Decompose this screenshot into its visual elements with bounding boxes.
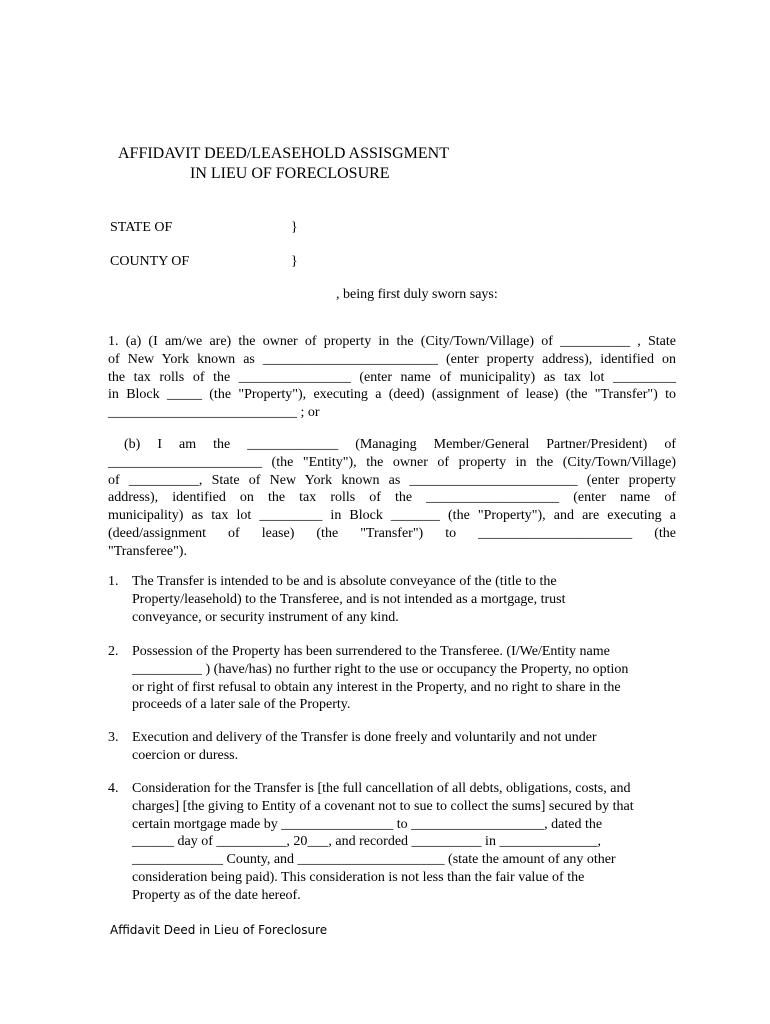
item-line: ______ day of __________, 20___, and recorded __________ in ______________, [132,834,601,850]
item-number: 1. [108,574,119,589]
item-line: Property as of the date hereof. [132,887,301,903]
document-title: AFFIDAVIT DEED/LEASEHOLD ASSISGMENT [118,145,449,162]
item-line: conveyance, or security instrument of any kind. [132,609,399,625]
paragraph-line: address), identified on the tax rolls of the ___________________ (enter name of [108,490,676,506]
paragraph-line: (deed/assignment of lease) (the "Transfer") to ______________________ (the [108,525,676,541]
paragraph-1a [108,333,676,422]
item-line: proceeds of a later sale of the Property. [132,697,351,713]
paragraph-line: of __________, State of New York known as ________________________ (enter property [108,472,676,488]
paragraph-line: 1. (a) (I am/we are) the owner of property in the (City/Town/Village) of __________ , State [108,334,676,349]
item-line: consideration being paid). This consideration is not less than the fair value of the [132,869,585,885]
item-line: Consideration for the Transfer is [the full cancellation of all debts, obligations, costs, and [132,781,631,796]
item-line: __________ ) (have/has) no further right to the use or occupancy the Property, no option [132,661,629,677]
item-line: The Transfer is intended to be and is absolute conveyance of the (title to the [132,574,557,589]
sworn-statement: , being first duly sworn says: [336,287,498,302]
item-line: _____________ County, and _____________________ (state the amount of any other [132,852,616,868]
paragraph-line: in Block _____ (the "Property"), executing a (deed) (assignment of lease) (the "Transfer") to [108,387,676,403]
state-brace: } [291,220,298,235]
item-line: or right of first refusal to obtain any interest in the Property, and no right to share in the [132,679,621,695]
paragraph-line: ______________________ (the "Entity"), the owner of property in the (City/Town/Village) [108,454,676,470]
paragraph-1b [108,436,676,561]
paragraph-line: the tax rolls of the ________________ (enter name of municipality) as tax lot _________ [108,369,676,385]
county-label: COUNTY OF [110,254,190,269]
paragraph-line: municipality) as tax lot _________ in Block _______ (the "Property"), and are executing a [108,508,676,524]
item-line: charges] [the giving to Entity of a covenant not to sue to collect the sums] secured by that [132,798,634,814]
paragraph-line: of New York known as _________________________ (enter property address), identified on [108,351,676,367]
item-line: coercion or duress. [132,747,239,763]
item-line: Execution and delivery of the Transfer is done freely and voluntarily and not under [132,730,597,745]
state-label: STATE OF [110,220,173,235]
item-line: Possession of the Property has been surrendered to the Transferee. (I/We/Entity name [132,644,610,659]
item-number: 2. [108,644,119,659]
item-line: certain mortgage made by ________________ to ___________________, dated the [132,816,603,832]
page-footer: Affidavit Deed in Lieu of Foreclosure [110,923,328,937]
item-number: 4. [108,781,119,796]
paragraph-line: (b) I am the _____________ (Managing Member/General Partner/President) of [124,437,676,452]
item-line: Property/leasehold) to the Transferee, and is not intended as a mortgage, trust [132,591,566,607]
item-number: 3. [108,730,119,745]
document-subtitle: IN LIEU OF FORECLOSURE [190,165,390,182]
paragraph-line: "Transferee"). [108,543,187,559]
county-brace: } [291,254,298,269]
paragraph-line: ___________________________ ; or [108,405,320,421]
